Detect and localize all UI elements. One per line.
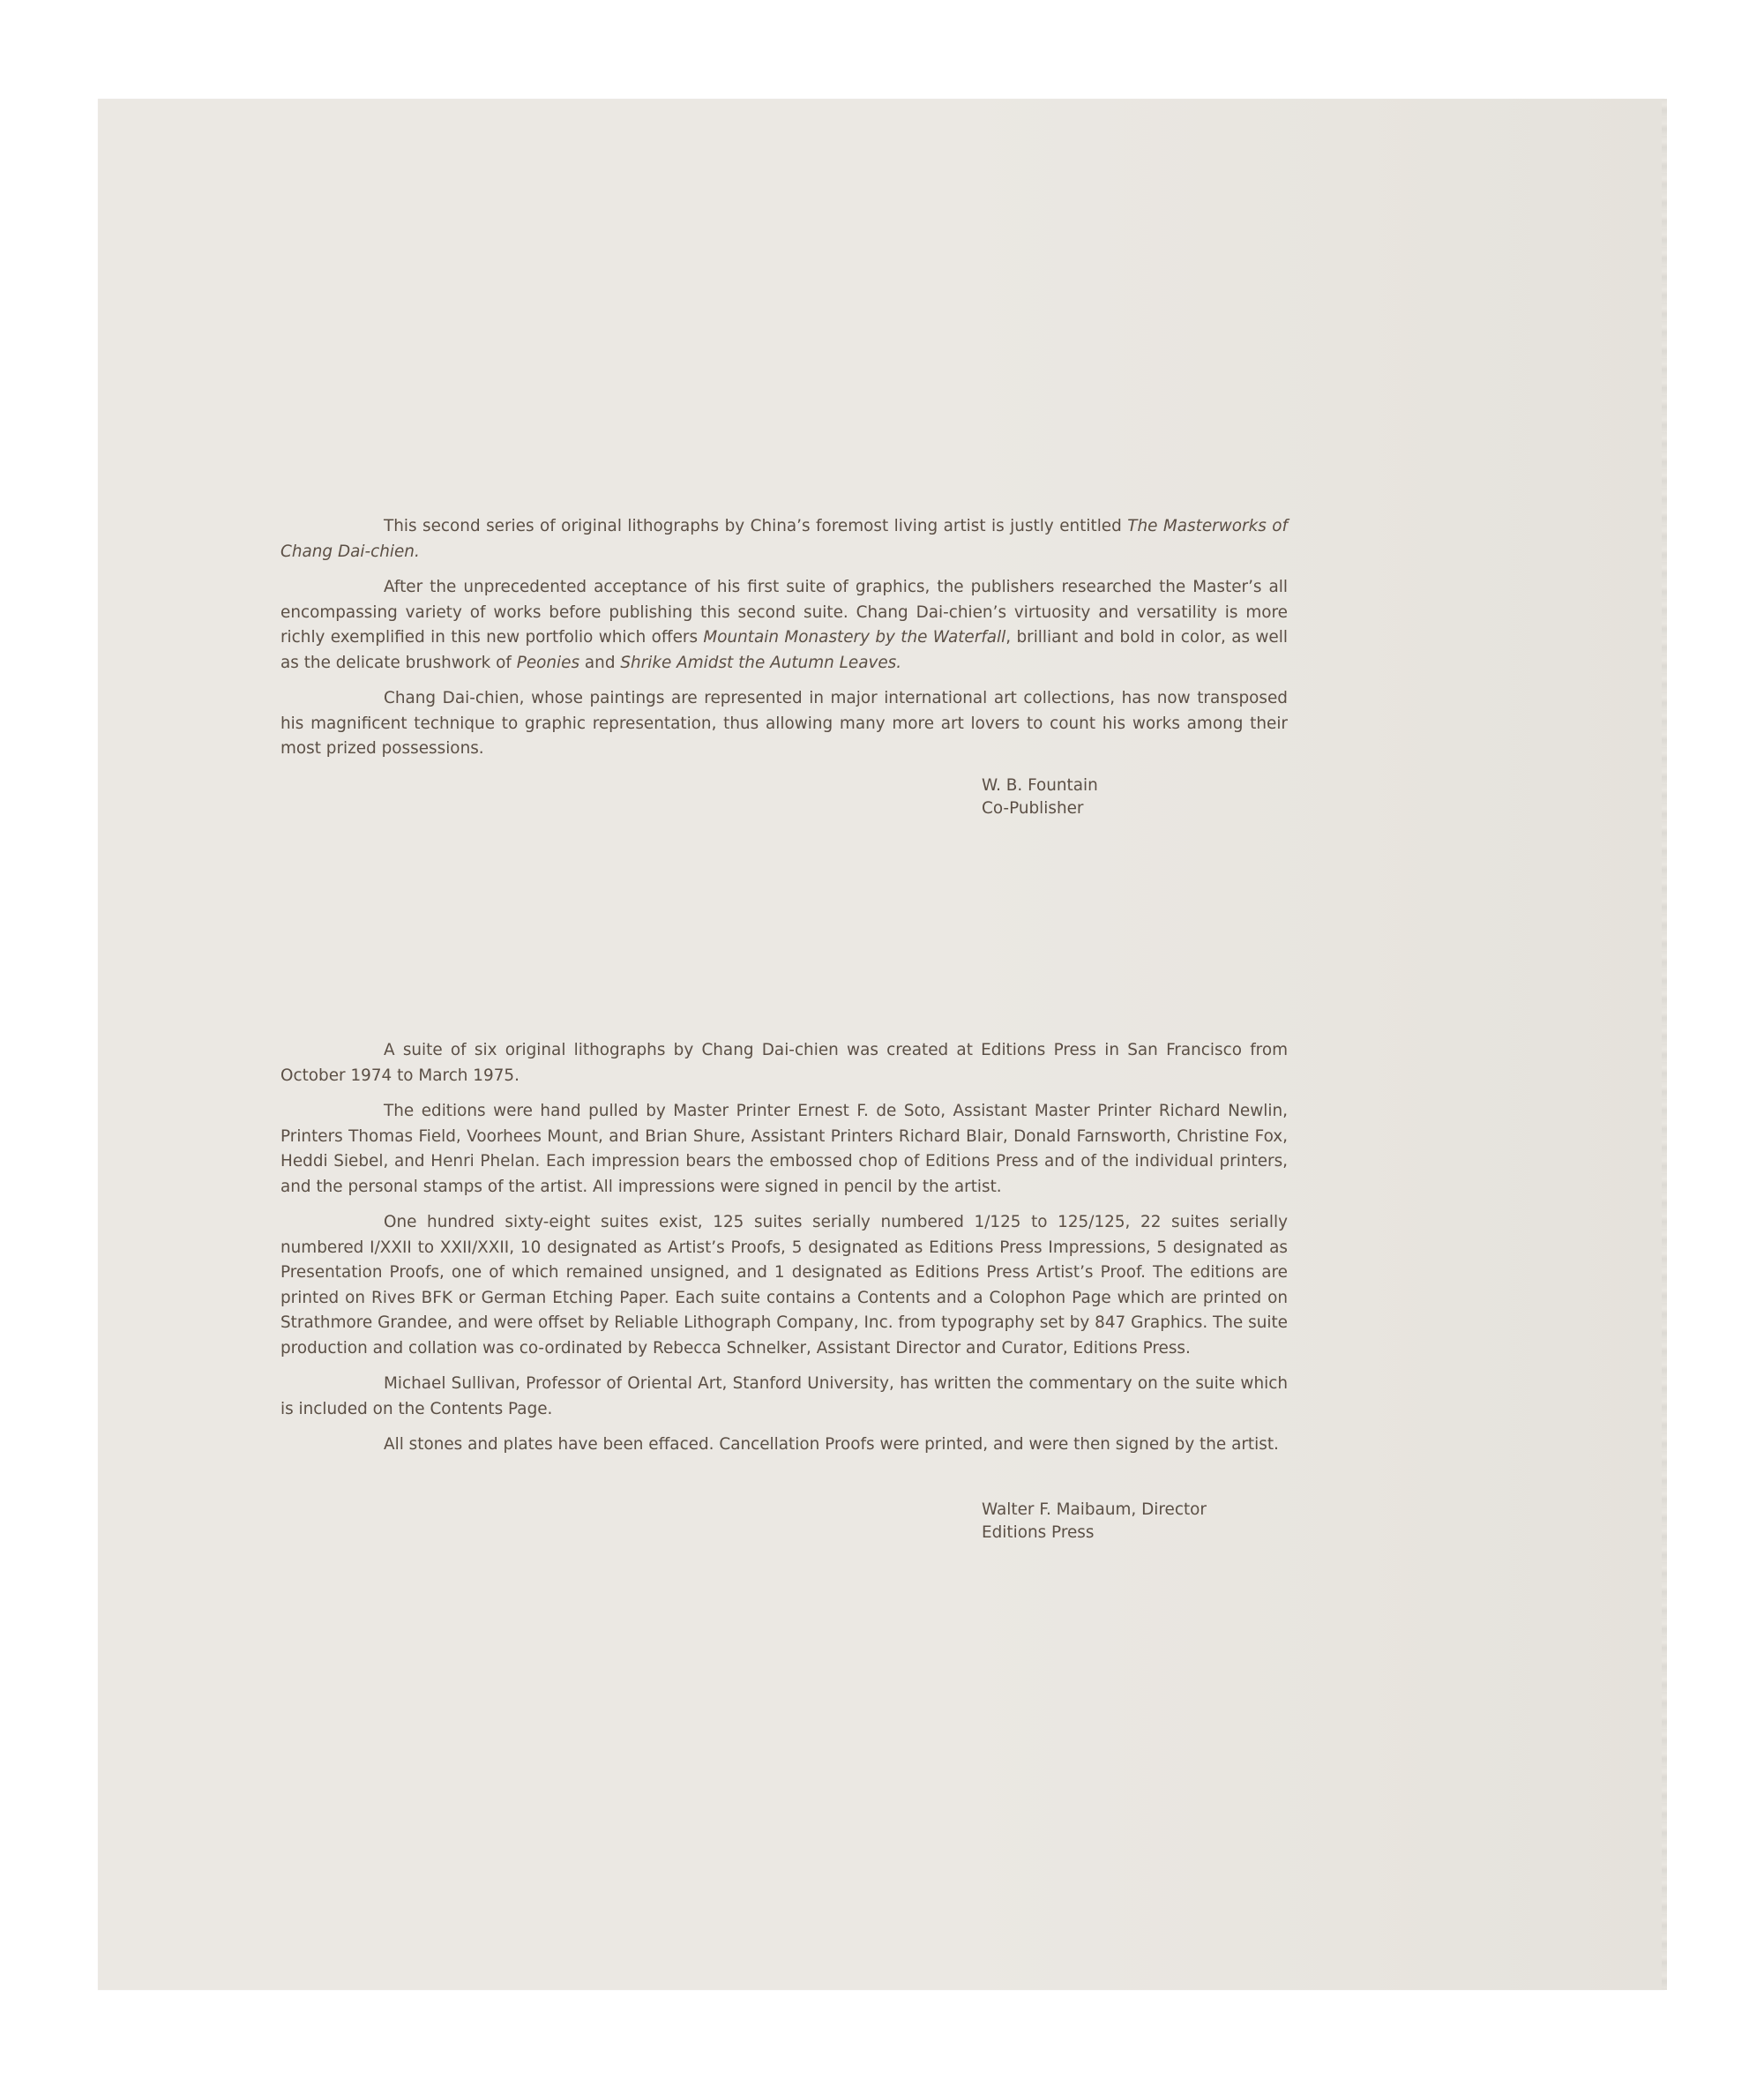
- text-segment: The editions were hand pulled by Master Printer Ernest F. de Soto, Assistant Master Printer Richard Newlin, Printers Thomas Field, Voorhees Mount, and Brian Shure, Assistant Printers Richard Blair, Donald Farnsworth, Christine Fox, Heddi Siebel, and Henri Phelan. Each impression bears the embossed chop of Editions Press and of the individual printers, and the personal stamps of the artist. All impressions were signed in pencil by the artist.: [280, 1102, 1288, 1196]
- text-segment: All stones and plates have been effaced. Cancellation Proofs were printed, and were then signed by the artist.: [384, 1435, 1279, 1454]
- colophon-text: [280, 1038, 1288, 1469]
- paragraph: [280, 514, 1288, 565]
- colophon-signature: [982, 1499, 1207, 1544]
- text-segment: One hundred sixty-eight suites exist, 125 suites serially numbered 1/125 to 125/125, 22 suites serially numbered I/XXII to XXII/XXII, 10 designated as Artist’s Proofs, 5 designated as Editions Press Impressions, 5 designated as Presentation Proofs, one of which remained unsigned, and 1 designated as Editions Press Artist’s Proof. The editions are printed on Rives BFK or German Etching Paper. Each suite contains a Contents and a Colophon Page which are printed on Strathmore Grandee, and were offset by Reliable Lithograph Company, Inc. from typography set by 847 Graphics. The suite production and collation was co-ordinated by Rebecca Schnelker, Assistant Director and Curator, Editions Press.: [280, 1213, 1288, 1358]
- paragraph: [280, 1372, 1288, 1422]
- paragraph: [280, 575, 1288, 676]
- signature-title: Editions Press: [982, 1522, 1095, 1542]
- text-segment: , brilliant and bold in color, as well as the delicate brushwork of: [280, 628, 1288, 672]
- text-segment: After the unprecedented acceptance of his first suite of graphics, the publishers researched the Master’s all encompassing variety of works before publishing this second suite. Chang Dai-chien’s virtuosity and versatility is more richly exemplified in this new portfolio which offers: [280, 578, 1288, 647]
- text-segment: Chang Dai-chien, whose paintings are represented in major international art collections, has now transposed his magnificent technique to graphic representation, thus allowing many more art lovers to count his works among their most prized possessions.: [280, 689, 1288, 758]
- text-segment: A suite of six original lithographs by Chang Dai-chien was created at Editions Press in San Francisco from October 1974 to March 1975.: [280, 1041, 1288, 1085]
- paragraph: [280, 686, 1288, 762]
- italic-title: The Masterworks of Chang Dai-chien.: [280, 517, 1288, 561]
- paragraph: [280, 1038, 1288, 1088]
- paragraph: [280, 1099, 1288, 1200]
- signature-title: Co-Publisher: [982, 798, 1084, 818]
- text-segment: Michael Sullivan, Professor of Oriental Art, Stanford University, has written the commentary on the suite which is included on the Contents Page.: [280, 1374, 1288, 1418]
- italic-title: Mountain Monastery by the Waterfall: [703, 628, 1006, 647]
- italic-title: Peonies: [516, 653, 580, 672]
- paragraph: [280, 1432, 1288, 1458]
- text-segment: This second series of original lithographs by China’s foremost living artist is justly entitled: [384, 517, 1128, 535]
- signature-name: Walter F. Maibaum, Director: [982, 1500, 1207, 1519]
- foreword-text: [280, 514, 1288, 773]
- text-segment: and: [579, 653, 621, 672]
- paragraph: [280, 1210, 1288, 1361]
- foreword-signature: [982, 774, 1098, 819]
- deckle-edge: [1662, 99, 1667, 1990]
- italic-title: Shrike Amidst the Autumn Leaves.: [620, 653, 902, 672]
- signature-name: W. B. Fountain: [982, 776, 1098, 795]
